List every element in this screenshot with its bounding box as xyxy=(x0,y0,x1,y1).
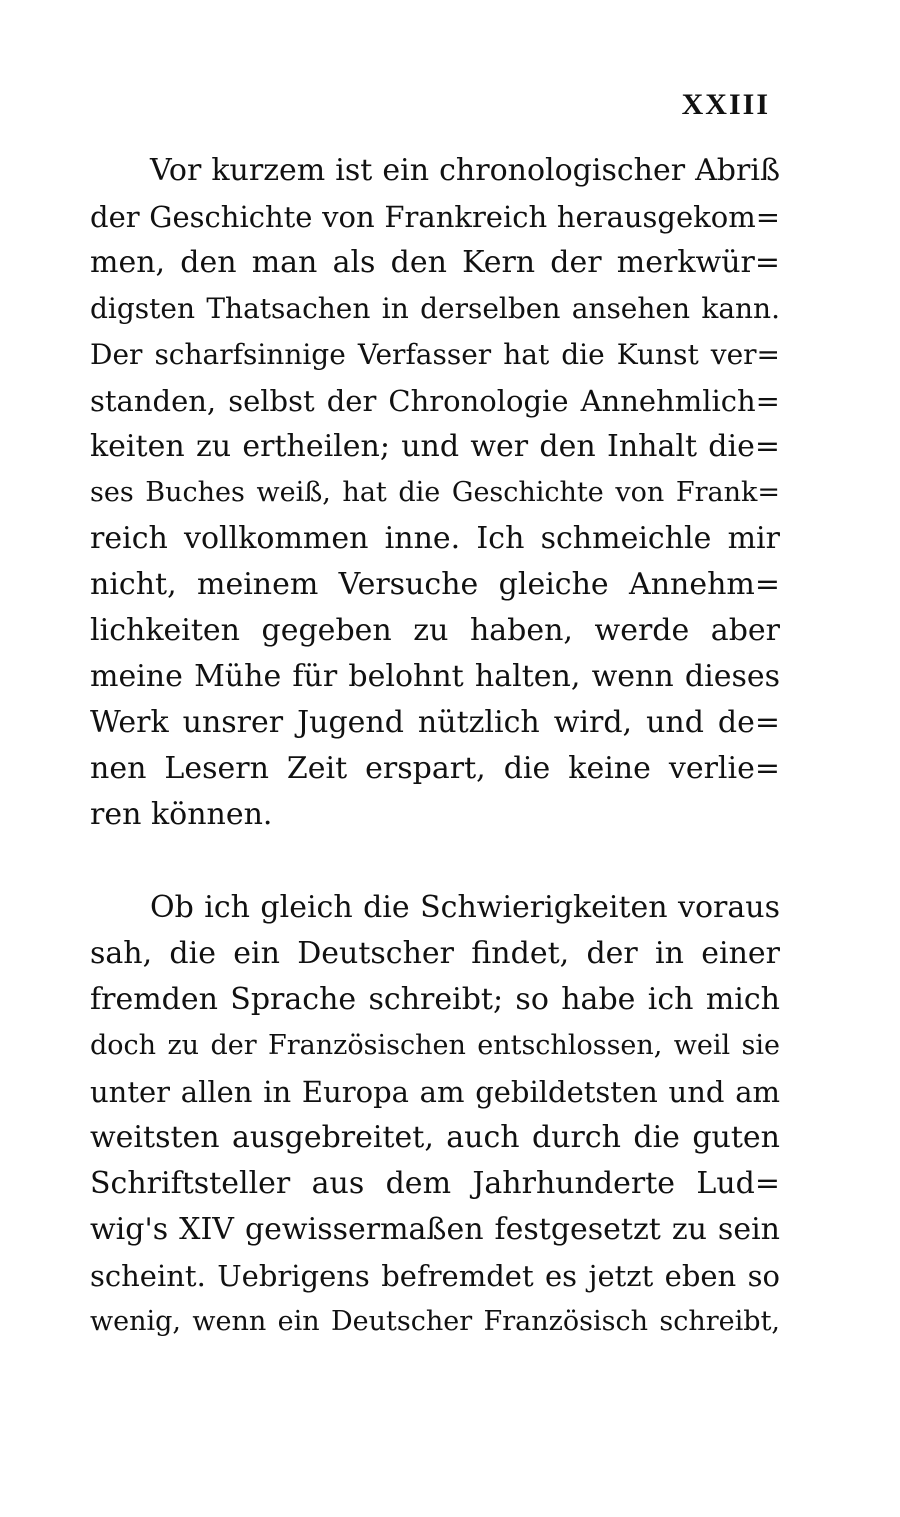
text-line: Ob ich gleich die Schwierigkeiten voraus xyxy=(150,890,780,925)
text-line: wig's XIV gewissermaßen festgesetzt zu sein xyxy=(90,1212,780,1247)
text-line: meine Mühe für belohnt halten, wenn dieses xyxy=(90,659,780,694)
text-line: digsten Thatsachen in derselben ansehen kann. xyxy=(90,292,780,325)
text-line: doch zu der Französischen entschlossen, weil sie xyxy=(90,1030,780,1061)
text-line: lichkeiten gegeben zu haben, werde aber xyxy=(90,613,780,648)
page-number: XXIII xyxy=(681,88,770,121)
text-line: nen Lesern Zeit erspart, die keine verlie= xyxy=(90,751,780,786)
text-line: nicht, meinem Versuche gleiche Annehm= xyxy=(90,567,780,602)
text-line: scheint. Uebrigens befremdet es jetzt eben so xyxy=(90,1259,780,1293)
text-line: weitsten ausgebreitet, auch durch die guten xyxy=(90,1120,780,1155)
paragraph-1 xyxy=(90,148,780,838)
text-line: Schriftsteller aus dem Jahrhunderte Lud= xyxy=(90,1166,780,1201)
text-line: Werk unsrer Jugend nützlich wird, und de= xyxy=(90,705,780,740)
text-line: reich vollkommen inne. Ich schmeichle mir xyxy=(90,521,780,556)
paragraph-2 xyxy=(90,885,780,1345)
text-line: Vor kurzem ist ein chronologischer Abriß xyxy=(150,153,780,188)
text-line: men, den man als den Kern der merkwür= xyxy=(90,245,780,280)
text-line: ren können. xyxy=(90,797,273,832)
text-line: standen, selbst der Chronologie Annehmlich= xyxy=(90,384,780,418)
text-line: keiten zu ertheilen; und wer den Inhalt die= xyxy=(90,429,780,464)
text-line: unter allen in Europa am gebildetsten und am xyxy=(90,1075,780,1109)
text-line: Der scharfsinnige Verfasser hat die Kunst ver= xyxy=(90,338,780,371)
text-line: fremden Sprache schreibt; so habe ich mich xyxy=(90,982,780,1017)
text-line: sah, die ein Deutscher findet, der in einer xyxy=(90,936,780,971)
text-line: wenig, wenn ein Deutscher Französisch schreibt, xyxy=(90,1306,780,1337)
text-line: ses Buches weiß, hat die Geschichte von Frank= xyxy=(90,477,780,508)
text-line: der Geschichte von Frankreich herausgekom= xyxy=(90,200,780,234)
